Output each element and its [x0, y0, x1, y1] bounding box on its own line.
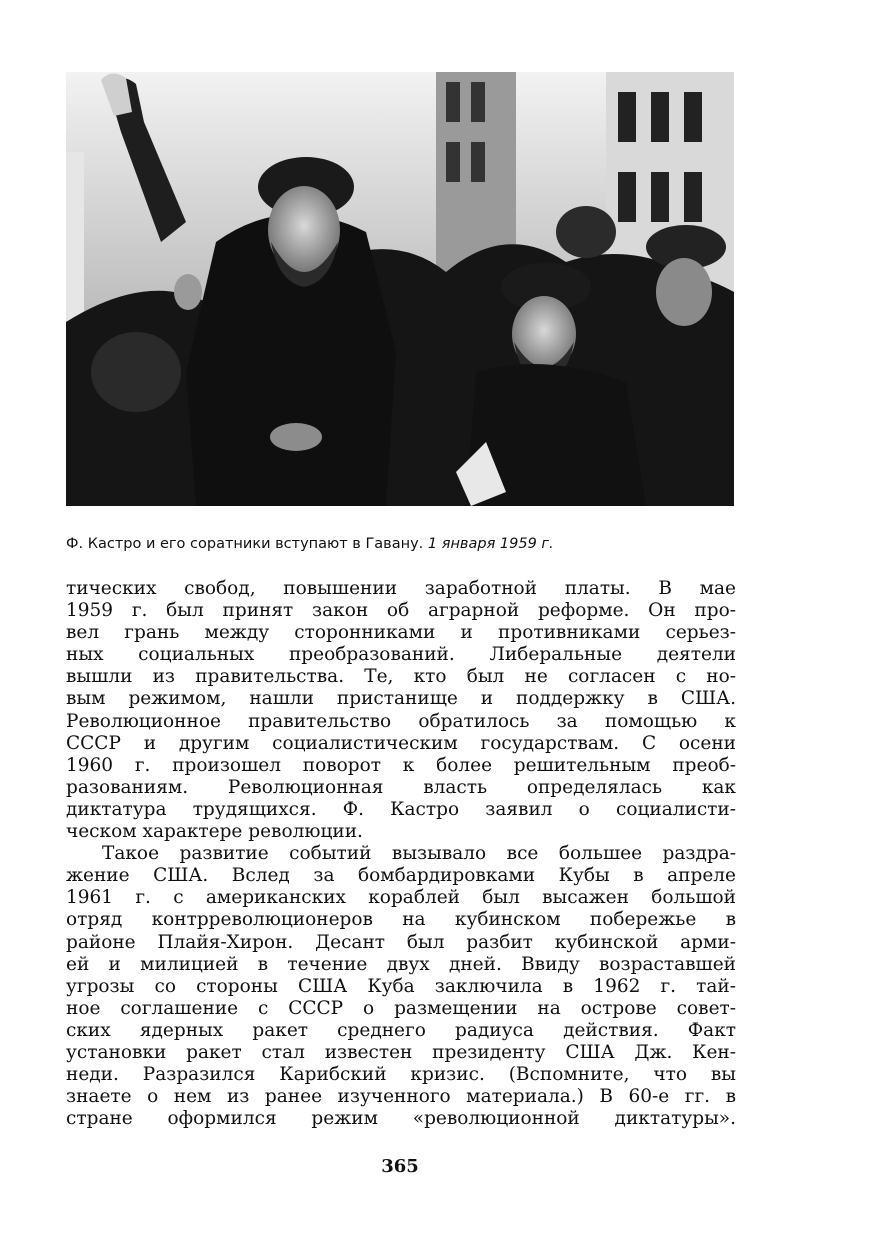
- body-text: [66, 578, 736, 1130]
- historical-photo: [66, 72, 734, 506]
- text-line: ческом характере революции.: [66, 821, 363, 843]
- text-line: жение США. Вслед за бомбардировками Кубы в апреле: [66, 865, 736, 887]
- text-line: вышли из правительства. Те, кто был не согласен с но-: [66, 666, 736, 688]
- text-line: ских ядерных ракет среднего радиуса действия. Факт: [66, 1019, 736, 1041]
- text-line: ное соглашение с СССР о размещении на острове совет-: [66, 997, 736, 1019]
- text-line: знаете о нем из ранее изученного материала.) В 60-е гг. в: [66, 1086, 736, 1108]
- text-line: ей и милицией в течение двух дней. Ввиду возраставшей: [66, 953, 736, 975]
- text-line: 1960 г. произошел поворот к более решительным преоб-: [66, 754, 736, 776]
- text-line: Революционное правительство обратилось за помощью к: [66, 710, 736, 732]
- text-line: разованиям. Революционная власть определялась как: [66, 776, 736, 798]
- text-line: вым режимом, нашли пристанище и поддержку в США.: [66, 688, 736, 710]
- text-line: угрозы со стороны США Куба заключила в 1962 г. тай-: [66, 975, 736, 997]
- text-line: Такое развитие событий вызывало все большее раздра-: [102, 843, 736, 865]
- text-line: тических свобод, повышении заработной платы. В мае: [66, 578, 736, 599]
- text-line: СССР и другим социалистическим государствам. С осени: [66, 732, 736, 754]
- text-line: 1959 г. был принят закон об аграрной реформе. Он про-: [66, 600, 736, 622]
- text-line: районе Плайя-Хирон. Десант был разбит кубинской арми-: [66, 931, 736, 953]
- text-line: 1961 г. с американских кораблей был высажен большой: [66, 887, 736, 909]
- photo-caption: [66, 535, 766, 553]
- text-line: ных социальных преобразований. Либеральные деятели: [66, 644, 736, 666]
- caption-text: Ф. Кастро и его соратники вступают в Гавану.: [66, 536, 424, 552]
- text-line: диктатура трудящихся. Ф. Кастро заявил о социалисти-: [66, 798, 736, 820]
- text-line: неди. Разразился Карибский кризис. (Вспомните, что вы: [66, 1064, 736, 1086]
- photo-illustration: [66, 72, 734, 506]
- text-line: стране оформился режим «революционной диктатуры».: [66, 1108, 736, 1130]
- caption-date: 1 января 1959 г.: [427, 536, 554, 552]
- page-number: 365: [381, 1156, 419, 1177]
- text-line: установки ракет стал известен президенту США Дж. Кен-: [66, 1041, 736, 1063]
- text-line: вел грань между сторонниками и противниками серьез-: [66, 622, 736, 644]
- text-line: отряд контрреволюционеров на кубинском побережье в: [66, 909, 736, 931]
